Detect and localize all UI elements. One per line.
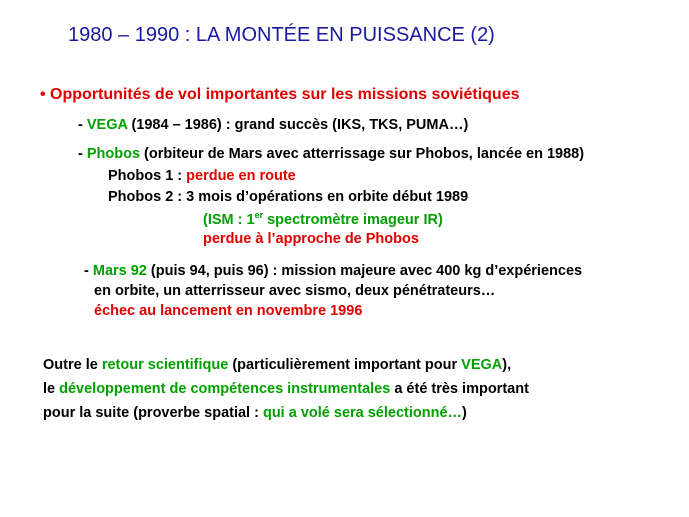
conc-l2b: développement de compétences instrumentales (59, 381, 391, 397)
mars92-dash: - (84, 263, 93, 279)
conc-l3c: ) (462, 405, 467, 421)
conc-l1a: Outre le (43, 357, 102, 373)
ism-open: (ISM : 1 (203, 211, 255, 228)
vega-detail: (1984 – 1986) : grand succès (IKS, TKS, PUMA…) (127, 117, 469, 133)
conc-l1c: (particulièrement important pour (228, 357, 462, 373)
phobos-name: Phobos (86, 146, 141, 162)
mars92-fail: échec au lancement en novembre 1996 (94, 303, 363, 319)
conc-l2a: le (43, 381, 60, 397)
phobos-dash: - (78, 146, 87, 162)
main-bullet: • Opportunités de vol importantes sur les missions soviétiques (40, 86, 520, 103)
conclusion-line-3 (43, 405, 467, 421)
mars92-detail: (puis 94, puis 96) : mission majeure avec 400 kg d’expériences (146, 263, 583, 279)
conclusion-line-2 (43, 381, 529, 397)
phobos-item (78, 146, 584, 162)
mars92-line2: en orbite, un atterrisseur avec sismo, deux pénétrateurs… (94, 283, 496, 299)
phobos1-line (108, 168, 296, 184)
conclusion-line-1 (43, 357, 511, 373)
phobos1-status: perdue en route (186, 168, 296, 184)
ism-sup: er (254, 210, 264, 220)
mars92-name: Mars 92 (92, 263, 147, 279)
conc-l2c: a été très important (390, 381, 529, 397)
vega-name: VEGA (86, 117, 128, 133)
phobos2-line: Phobos 2 : 3 mois d’opérations en orbite début 1989 (108, 189, 469, 205)
vega-item (78, 117, 468, 133)
vega-dash: - (78, 117, 87, 133)
slide-title: 1980 – 1990 : LA MONTÉE EN PUISSANCE (2) (68, 24, 495, 46)
conc-l1d: VEGA (461, 357, 503, 373)
phobos-detail: (orbiteur de Mars avec atterrissage sur Phobos, lancée en 1988) (140, 146, 585, 162)
conc-l3a: pour la suite (proverbe spatial : (43, 405, 263, 421)
ism-lost-line: perdue à l’approche de Phobos (203, 231, 419, 247)
ism-line (203, 210, 443, 228)
conc-l3b: qui a volé sera sélectionné… (262, 405, 463, 421)
conc-l1b: retour scientifique (101, 357, 229, 373)
mars92-item (84, 263, 582, 279)
conc-l1e: ), (502, 357, 512, 373)
ism-rest: spectromètre imageur IR) (263, 211, 443, 228)
phobos1-label: Phobos 1 : (108, 168, 187, 184)
